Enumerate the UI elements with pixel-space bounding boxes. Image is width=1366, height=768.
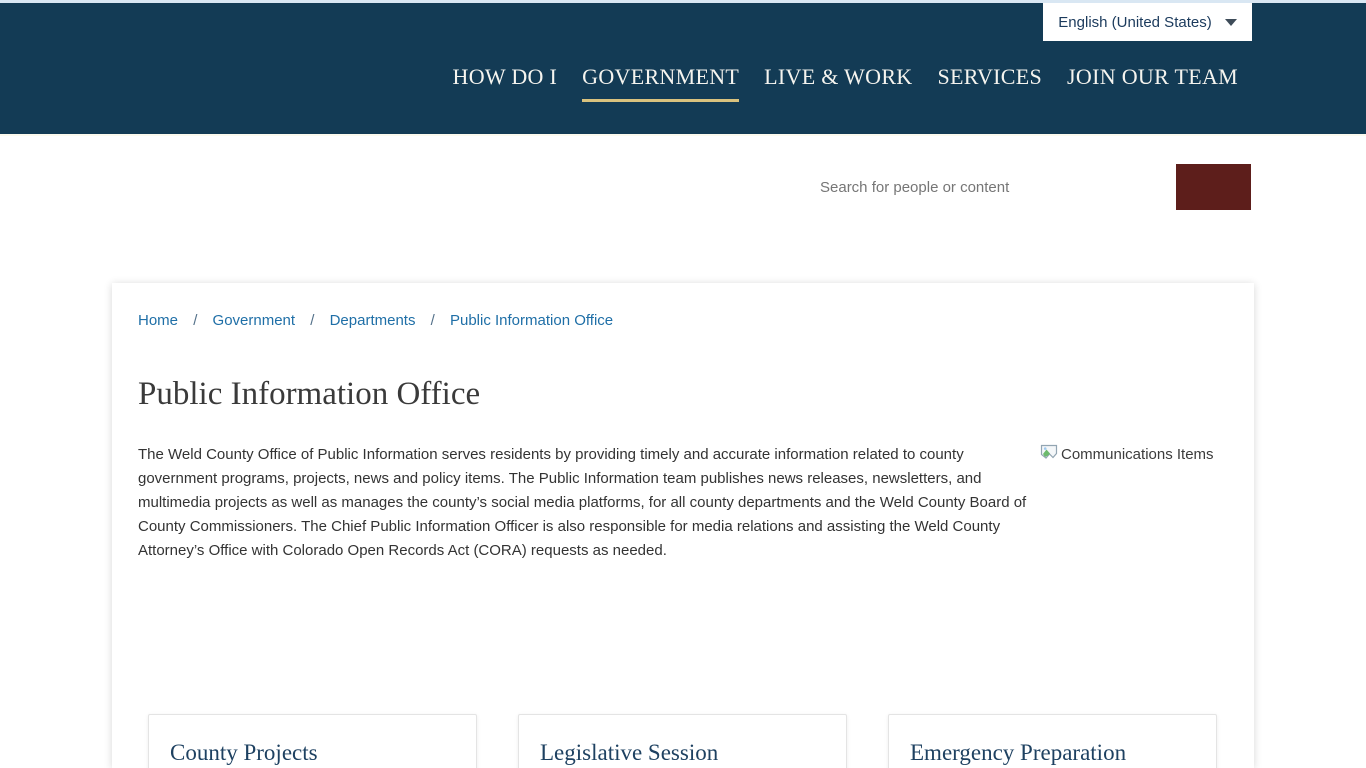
card-title: County Projects — [170, 740, 318, 765]
nav-item-how-do-i[interactable]: HOW DO I — [452, 64, 558, 89]
language-selector-label: English (United States) — [1058, 13, 1212, 31]
intro-paragraph-block — [138, 443, 1228, 563]
nav-item-join-our-team[interactable]: JOIN OUR TEAM — [1067, 64, 1238, 89]
breadcrumb-separator: / — [430, 312, 435, 329]
nav-item-live-and-work[interactable]: LIVE & WORK — [764, 64, 913, 89]
intro-paragraph-text: The Weld County Office of Public Information serves residents by providing timely and accurate information related to county government programs, projects, news and policy items. The Public Information team publishes news releases, newsletters, and multimedia projects as well as manages the county’s social media platforms, for all county departments and the Weld County Board of County Commissioners. The Chief Public Information Officer is also responsible for media relations and assisting the Weld County Attorney’s Office with Colorado Open Records Act (CORA) requests as needed. — [138, 446, 1027, 559]
card-emergency-preparation[interactable] — [888, 714, 1217, 768]
breadcrumb-separator: / — [193, 312, 198, 329]
content-panel — [112, 283, 1254, 768]
broken-image-icon — [1040, 444, 1060, 462]
search-input[interactable] — [820, 164, 1165, 210]
cards-row — [148, 714, 1218, 768]
breadcrumb-link-government[interactable]: Government — [212, 312, 296, 329]
search-button[interactable] — [1176, 164, 1251, 210]
nav-item-government[interactable]: GOVERNMENT — [582, 64, 739, 102]
breadcrumb — [138, 312, 613, 329]
breadcrumb-separator: / — [310, 312, 315, 329]
card-title: Emergency Preparation — [910, 740, 1127, 765]
card-county-projects[interactable] — [148, 714, 477, 768]
breadcrumb-link-home[interactable]: Home — [138, 312, 179, 329]
image-alt-text: Communications Items — [1061, 446, 1214, 463]
breadcrumb-current-page: Public Information Office — [449, 312, 614, 329]
language-selector[interactable] — [1043, 3, 1252, 41]
caret-down-icon — [1225, 19, 1237, 26]
breadcrumb-link-departments[interactable]: Departments — [329, 312, 416, 329]
card-legislative-session[interactable] — [518, 714, 847, 768]
broken-image-placeholder — [1040, 443, 1228, 517]
page-title: Public Information Office — [138, 376, 481, 412]
card-title: Legislative Session — [540, 740, 719, 765]
main-nav — [453, 64, 1239, 102]
nav-item-services[interactable]: SERVICES — [937, 64, 1043, 89]
